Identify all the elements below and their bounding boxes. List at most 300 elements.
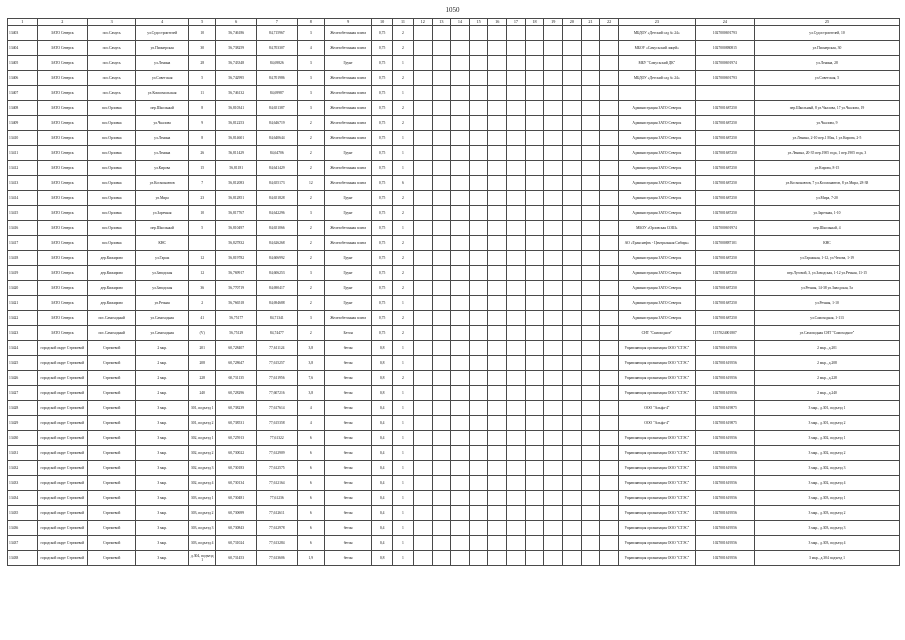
table-cell: 303, подъезд 1 bbox=[189, 491, 216, 506]
table-cell bbox=[525, 221, 544, 236]
table-cell bbox=[432, 266, 451, 281]
table-cell: Управляющая организация ООО "СТЭС" bbox=[618, 491, 695, 506]
table-cell bbox=[432, 446, 451, 461]
column-number-header: 11 bbox=[393, 19, 414, 26]
table-cell: 2 bbox=[393, 101, 414, 116]
table-cell: ул.Мира, 7-20 bbox=[754, 191, 899, 206]
table-cell bbox=[600, 206, 619, 221]
table-cell: 1027001619556 bbox=[695, 551, 754, 566]
table-cell: Железобетонная плита bbox=[325, 116, 372, 131]
table-cell bbox=[544, 431, 563, 446]
table-cell bbox=[469, 446, 488, 461]
table-cell: 2 bbox=[393, 371, 414, 386]
table-cell bbox=[544, 41, 563, 56]
table-cell bbox=[507, 281, 526, 296]
table-cell bbox=[581, 506, 600, 521]
table-cell: 2 bbox=[297, 116, 324, 131]
table-row bbox=[8, 116, 900, 131]
table-cell bbox=[525, 281, 544, 296]
table-cell: 2 bbox=[393, 116, 414, 131]
table-cell bbox=[469, 56, 488, 71]
table-cell: 84,69826 bbox=[257, 56, 298, 71]
table-cell bbox=[581, 41, 600, 56]
table-cell bbox=[563, 71, 582, 86]
table-cell: 56,769917 bbox=[216, 266, 257, 281]
table-cell: 3 bbox=[297, 86, 324, 101]
table-cell: 60,728647 bbox=[216, 356, 257, 371]
table-cell bbox=[544, 491, 563, 506]
table-cell: ул.Речная, 14-38 ул.Заводская, 5а bbox=[754, 281, 899, 296]
table-cell bbox=[600, 431, 619, 446]
table-cell: Управляющая организация ООО "СТЭС" bbox=[618, 476, 695, 491]
table-cell bbox=[600, 326, 619, 341]
table-cell bbox=[507, 56, 526, 71]
table-cell bbox=[507, 101, 526, 116]
table-cell bbox=[469, 146, 488, 161]
table-cell bbox=[600, 506, 619, 521]
table-cell bbox=[544, 236, 563, 251]
table-cell: 0,8 bbox=[372, 371, 393, 386]
table-cell: 1027001619875 bbox=[695, 401, 754, 416]
column-number-header: 14 bbox=[451, 19, 470, 26]
table-cell: городской округ Стрежевой bbox=[37, 491, 87, 506]
table-cell: 77,612611 bbox=[257, 506, 298, 521]
table-row bbox=[8, 431, 900, 446]
table-cell bbox=[525, 116, 544, 131]
table-cell bbox=[413, 26, 432, 41]
table-cell bbox=[432, 461, 451, 476]
table-cell bbox=[469, 461, 488, 476]
table-cell: Администрация ЗАТО Северск bbox=[618, 281, 695, 296]
table-cell: пос.Орловка bbox=[88, 131, 136, 146]
table-cell: 13408 bbox=[8, 101, 38, 116]
table-cell bbox=[432, 41, 451, 56]
table-cell: 56,81181 bbox=[216, 161, 257, 176]
table-cell bbox=[600, 461, 619, 476]
table-cell: 1 bbox=[393, 356, 414, 371]
table-cell: ЗАТО Северск bbox=[37, 221, 87, 236]
table-cell: Администрация ЗАТО Северск bbox=[618, 131, 695, 146]
table-cell bbox=[525, 461, 544, 476]
table-cell: бетон bbox=[325, 536, 372, 551]
table-cell bbox=[600, 221, 619, 236]
table-cell bbox=[488, 461, 507, 476]
table-cell: 56,810497 bbox=[216, 221, 257, 236]
table-cell: 84,606253 bbox=[257, 266, 298, 281]
table-cell bbox=[563, 476, 582, 491]
table-cell bbox=[469, 71, 488, 86]
table-cell bbox=[581, 251, 600, 266]
table-cell: 2 bbox=[393, 266, 414, 281]
table-cell: 77,613284 bbox=[257, 536, 298, 551]
table-row bbox=[8, 86, 900, 101]
table-cell: Управляющая организация ООО "СТЭС" bbox=[618, 446, 695, 461]
table-cell: 60,731135 bbox=[216, 371, 257, 386]
table-cell: д.304, подъезд 1 bbox=[189, 551, 216, 566]
table-cell: 56,746132 bbox=[216, 86, 257, 101]
table-cell bbox=[581, 116, 600, 131]
table-cell: городской округ Стрежевой bbox=[37, 371, 87, 386]
table-cell bbox=[469, 476, 488, 491]
table-cell: бетон bbox=[325, 461, 372, 476]
table-cell: 26 bbox=[189, 146, 216, 161]
table-cell bbox=[600, 401, 619, 416]
table-cell: Грунт bbox=[325, 251, 372, 266]
table-cell bbox=[525, 431, 544, 446]
table-cell: 1 bbox=[393, 521, 414, 536]
table-cell: 13423 bbox=[8, 326, 38, 341]
table-cell bbox=[507, 71, 526, 86]
table-cell bbox=[432, 206, 451, 221]
table-cell: 1027000691974 bbox=[695, 56, 754, 71]
table-cell: 13404 bbox=[8, 41, 38, 56]
table-cell bbox=[544, 476, 563, 491]
table-cell bbox=[544, 161, 563, 176]
table-cell: 303, подъезд 3 bbox=[189, 521, 216, 536]
table-cell bbox=[488, 401, 507, 416]
table-cell bbox=[544, 191, 563, 206]
table-cell bbox=[488, 341, 507, 356]
table-cell bbox=[600, 71, 619, 86]
table-cell: Стрежевой bbox=[88, 341, 136, 356]
table-cell bbox=[488, 116, 507, 131]
table-cell bbox=[413, 266, 432, 281]
table-cell bbox=[469, 206, 488, 221]
table-cell: ул.Ленина, 28 bbox=[754, 56, 899, 71]
table-cell bbox=[451, 371, 470, 386]
table-row bbox=[8, 356, 900, 371]
table-cell bbox=[413, 371, 432, 386]
table-cell bbox=[488, 476, 507, 491]
table-cell: 8 bbox=[189, 101, 216, 116]
table-cell bbox=[581, 191, 600, 206]
table-cell: 5 bbox=[189, 221, 216, 236]
table-cell: 1 bbox=[393, 86, 414, 101]
table-cell: 3 мкр. bbox=[136, 401, 189, 416]
table-cell bbox=[469, 251, 488, 266]
table-cell: 1027001687250 bbox=[695, 161, 754, 176]
table-cell: Управляющая организация ООО "СТЭС" bbox=[618, 551, 695, 566]
table-cell bbox=[451, 251, 470, 266]
table-cell bbox=[432, 26, 451, 41]
table-cell bbox=[600, 551, 619, 566]
table-cell: ул.Советская, 5 bbox=[754, 71, 899, 86]
table-cell: 208 bbox=[189, 356, 216, 371]
table-cell bbox=[525, 326, 544, 341]
table-cell: 84,641429 bbox=[257, 161, 298, 176]
table-cell: Стрежевой bbox=[88, 446, 136, 461]
table-cell bbox=[563, 41, 582, 56]
table-cell: 0,75 bbox=[372, 86, 393, 101]
table-cell bbox=[525, 191, 544, 206]
table-cell: 0,4 bbox=[372, 461, 393, 476]
table-cell bbox=[413, 71, 432, 86]
table-cell: 1027001687250 bbox=[695, 176, 754, 191]
table-cell: 0,4 bbox=[372, 536, 393, 551]
table-cell bbox=[544, 461, 563, 476]
table-cell bbox=[432, 356, 451, 371]
table-cell bbox=[451, 356, 470, 371]
table-cell: 2 bbox=[297, 281, 324, 296]
column-number-header: 9 bbox=[325, 19, 372, 26]
table-cell bbox=[563, 191, 582, 206]
table-cell: 1157024001807 bbox=[695, 326, 754, 341]
table-cell: 13405 bbox=[8, 56, 38, 71]
table-cell bbox=[469, 416, 488, 431]
table-cell bbox=[581, 86, 600, 101]
table-row bbox=[8, 326, 900, 341]
table-cell: пос.Орловка bbox=[88, 191, 136, 206]
table-cell: 3 мкр., д.301, подъезд 1 bbox=[754, 401, 899, 416]
table-cell bbox=[432, 281, 451, 296]
table-cell bbox=[451, 506, 470, 521]
table-cell: городской округ Стрежевой bbox=[37, 551, 87, 566]
table-cell: Железобетонная плита bbox=[325, 131, 372, 146]
table-cell bbox=[413, 506, 432, 521]
table-cell: ЗАТО Северск bbox=[37, 206, 87, 221]
table-cell: МБОУ «Самусьский лицей» bbox=[618, 41, 695, 56]
table-cell: 84,651387 bbox=[257, 101, 298, 116]
table-cell bbox=[432, 236, 451, 251]
table-cell: 77,612164 bbox=[257, 476, 298, 491]
table-cell bbox=[451, 56, 470, 71]
table-cell bbox=[469, 116, 488, 131]
table-cell bbox=[507, 491, 526, 506]
table-cell bbox=[563, 236, 582, 251]
table-cell: АО «Транснефть - Центральная Сибирь» bbox=[618, 236, 695, 251]
table-cell: 1027001687250 bbox=[695, 266, 754, 281]
table-cell bbox=[413, 431, 432, 446]
table-cell bbox=[600, 176, 619, 191]
table-cell: ул.Кирова bbox=[136, 161, 189, 176]
table-cell bbox=[469, 86, 488, 101]
table-cell: 1027000880815 bbox=[695, 41, 754, 56]
table-cell bbox=[432, 221, 451, 236]
table-cell: 10 bbox=[189, 206, 216, 221]
table-cell: 0,4 bbox=[372, 506, 393, 521]
table-cell bbox=[525, 536, 544, 551]
table-cell bbox=[563, 446, 582, 461]
table-cell bbox=[600, 101, 619, 116]
table-cell bbox=[544, 356, 563, 371]
table-cell: 1 bbox=[393, 431, 414, 446]
column-number-header: 13 bbox=[432, 19, 451, 26]
table-cell bbox=[488, 146, 507, 161]
table-cell bbox=[451, 41, 470, 56]
table-cell: 302, подъезд 3 bbox=[189, 461, 216, 476]
table-cell: бетон bbox=[325, 356, 372, 371]
table-cell: 0,75 bbox=[372, 71, 393, 86]
table-cell bbox=[563, 551, 582, 566]
table-cell bbox=[600, 116, 619, 131]
table-cell bbox=[600, 191, 619, 206]
registry-table bbox=[7, 18, 900, 566]
table-cell bbox=[544, 251, 563, 266]
table-cell: 1 bbox=[393, 491, 414, 506]
table-cell bbox=[544, 71, 563, 86]
table-cell bbox=[563, 536, 582, 551]
table-cell: 3 мкр., д.303, подъезд 3 bbox=[754, 521, 899, 536]
table-cell bbox=[581, 101, 600, 116]
table-cell: 2 bbox=[297, 131, 324, 146]
table-cell: 3 мкр., д.301, подъезд 2 bbox=[754, 416, 899, 431]
table-cell: ЗАТО Северск bbox=[37, 56, 87, 71]
table-cell: 3 мкр., д.302, подъезд 3 bbox=[754, 461, 899, 476]
table-cell: 2 bbox=[393, 311, 414, 326]
table-cell: 1 bbox=[393, 551, 414, 566]
table-cell bbox=[469, 521, 488, 536]
table-cell: 3,8 bbox=[297, 356, 324, 371]
table-cell: 3 мкр. bbox=[136, 506, 189, 521]
table-cell bbox=[525, 176, 544, 191]
table-cell: Грунт bbox=[325, 296, 372, 311]
table-cell: 56,812083 bbox=[216, 176, 257, 191]
table-cell bbox=[507, 266, 526, 281]
table-cell: 1 bbox=[393, 476, 414, 491]
table-cell bbox=[469, 386, 488, 401]
table-cell bbox=[581, 71, 600, 86]
table-cell: 60,725913 bbox=[216, 431, 257, 446]
table-cell bbox=[525, 26, 544, 41]
table-cell bbox=[581, 371, 600, 386]
table-cell: 2 bbox=[297, 326, 324, 341]
table-cell: ул.Космонавтов, 7 ул.Космонавтов, 8 ул.Мира, 28-38 bbox=[754, 176, 899, 191]
table-cell: 1027001619556 bbox=[695, 491, 754, 506]
table-cell: 60,731024 bbox=[216, 536, 257, 551]
table-cell: бетон bbox=[325, 341, 372, 356]
table-cell: Стрежевой bbox=[88, 416, 136, 431]
table-cell: ул.Заречная bbox=[136, 206, 189, 221]
table-cell bbox=[432, 476, 451, 491]
table-cell: 8 bbox=[189, 131, 216, 146]
table-cell: 1027001687250 bbox=[695, 131, 754, 146]
table-cell: Администрация ЗАТО Северск bbox=[618, 101, 695, 116]
table-cell bbox=[432, 191, 451, 206]
table-cell bbox=[469, 431, 488, 446]
table-cell bbox=[488, 266, 507, 281]
table-cell: 303, подъезд 2 bbox=[189, 506, 216, 521]
table-cell bbox=[413, 386, 432, 401]
table-cell bbox=[600, 26, 619, 41]
table-cell: 0,75 bbox=[372, 326, 393, 341]
table-cell: 13417 bbox=[8, 236, 38, 251]
table-cell bbox=[525, 491, 544, 506]
table-cell bbox=[581, 221, 600, 236]
table-cell bbox=[413, 476, 432, 491]
table-cell: пос.Орловка bbox=[88, 221, 136, 236]
table-cell: 56,817767 bbox=[216, 206, 257, 221]
table-cell: 1 bbox=[393, 131, 414, 146]
table-cell bbox=[581, 236, 600, 251]
table-cell: Железобетонная плита bbox=[325, 86, 372, 101]
table-cell: 13436 bbox=[8, 521, 38, 536]
table-row bbox=[8, 296, 900, 311]
table-cell bbox=[413, 281, 432, 296]
table-cell bbox=[413, 401, 432, 416]
table-cell: городской округ Стрежевой bbox=[37, 476, 87, 491]
table-cell bbox=[525, 131, 544, 146]
table-row bbox=[8, 26, 900, 41]
table-cell: ул.Самоходная, 1-113 bbox=[754, 311, 899, 326]
table-cell: ул.Ленина bbox=[136, 146, 189, 161]
table-cell: 3 мкр. bbox=[136, 491, 189, 506]
table-cell bbox=[581, 176, 600, 191]
table-cell: 84,646719 bbox=[257, 116, 298, 131]
table-cell bbox=[563, 416, 582, 431]
table-cell: 13430 bbox=[8, 431, 38, 446]
table-cell bbox=[413, 191, 432, 206]
table-cell bbox=[451, 206, 470, 221]
table-cell bbox=[507, 221, 526, 236]
table-cell bbox=[507, 416, 526, 431]
table-cell: ЗАТО Северск bbox=[37, 86, 87, 101]
table-cell: 3 мкр. bbox=[136, 476, 189, 491]
table-cell bbox=[488, 356, 507, 371]
table-cell bbox=[451, 311, 470, 326]
table-cell: 77,612978 bbox=[257, 521, 298, 536]
table-cell: Железобетонная плита bbox=[325, 176, 372, 191]
table-cell: 1027001687250 bbox=[695, 296, 754, 311]
table-cell bbox=[507, 26, 526, 41]
table-cell bbox=[469, 341, 488, 356]
table-cell: 3 bbox=[297, 206, 324, 221]
table-cell: 1027001687250 bbox=[695, 251, 754, 266]
table-cell bbox=[581, 266, 600, 281]
table-cell: 0,75 bbox=[372, 296, 393, 311]
table-cell: 56,811429 bbox=[216, 146, 257, 161]
table-cell: 28 bbox=[189, 56, 216, 71]
table-cell: 13431 bbox=[8, 446, 38, 461]
table-cell: ООО "Альфа-4" bbox=[618, 416, 695, 431]
table-cell: 3 мкр., д.303, подъезд 2 bbox=[754, 506, 899, 521]
table-cell bbox=[451, 521, 470, 536]
table-cell: 0,75 bbox=[372, 116, 393, 131]
table-row bbox=[8, 266, 900, 281]
column-number-header: 23 bbox=[618, 19, 695, 26]
table-cell: пос.Самоходный bbox=[88, 326, 136, 341]
table-cell bbox=[563, 296, 582, 311]
table-cell bbox=[413, 416, 432, 431]
table-cell bbox=[413, 461, 432, 476]
table-cell: 2 мкр., д.201 bbox=[754, 341, 899, 356]
table-cell bbox=[469, 356, 488, 371]
table-cell bbox=[525, 296, 544, 311]
table-cell bbox=[469, 26, 488, 41]
table-cell bbox=[451, 131, 470, 146]
table-cell bbox=[581, 431, 600, 446]
table-cell: 1 bbox=[393, 146, 414, 161]
table-cell: 84,626268 bbox=[257, 236, 298, 251]
table-cell bbox=[488, 41, 507, 56]
table-cell bbox=[600, 161, 619, 176]
table-cell bbox=[563, 146, 582, 161]
table-cell: пос.Орловка bbox=[88, 236, 136, 251]
table-cell: СНТ "Самоходное" bbox=[618, 326, 695, 341]
table-cell bbox=[488, 416, 507, 431]
table-cell: 1027001687250 bbox=[695, 191, 754, 206]
table-cell: 56,819782 bbox=[216, 251, 257, 266]
table-cell: ЗАТО Северск bbox=[37, 266, 87, 281]
table-cell: 13410 bbox=[8, 131, 38, 146]
table-cell: 77,615358 bbox=[257, 416, 298, 431]
table-row bbox=[8, 401, 900, 416]
table-cell: 41 bbox=[189, 311, 216, 326]
table-row bbox=[8, 476, 900, 491]
table-cell: 13427 bbox=[8, 386, 38, 401]
table-cell: Железобетонная плита bbox=[325, 101, 372, 116]
table-cell: городской округ Стрежевой bbox=[37, 356, 87, 371]
table-cell: 3 bbox=[297, 311, 324, 326]
